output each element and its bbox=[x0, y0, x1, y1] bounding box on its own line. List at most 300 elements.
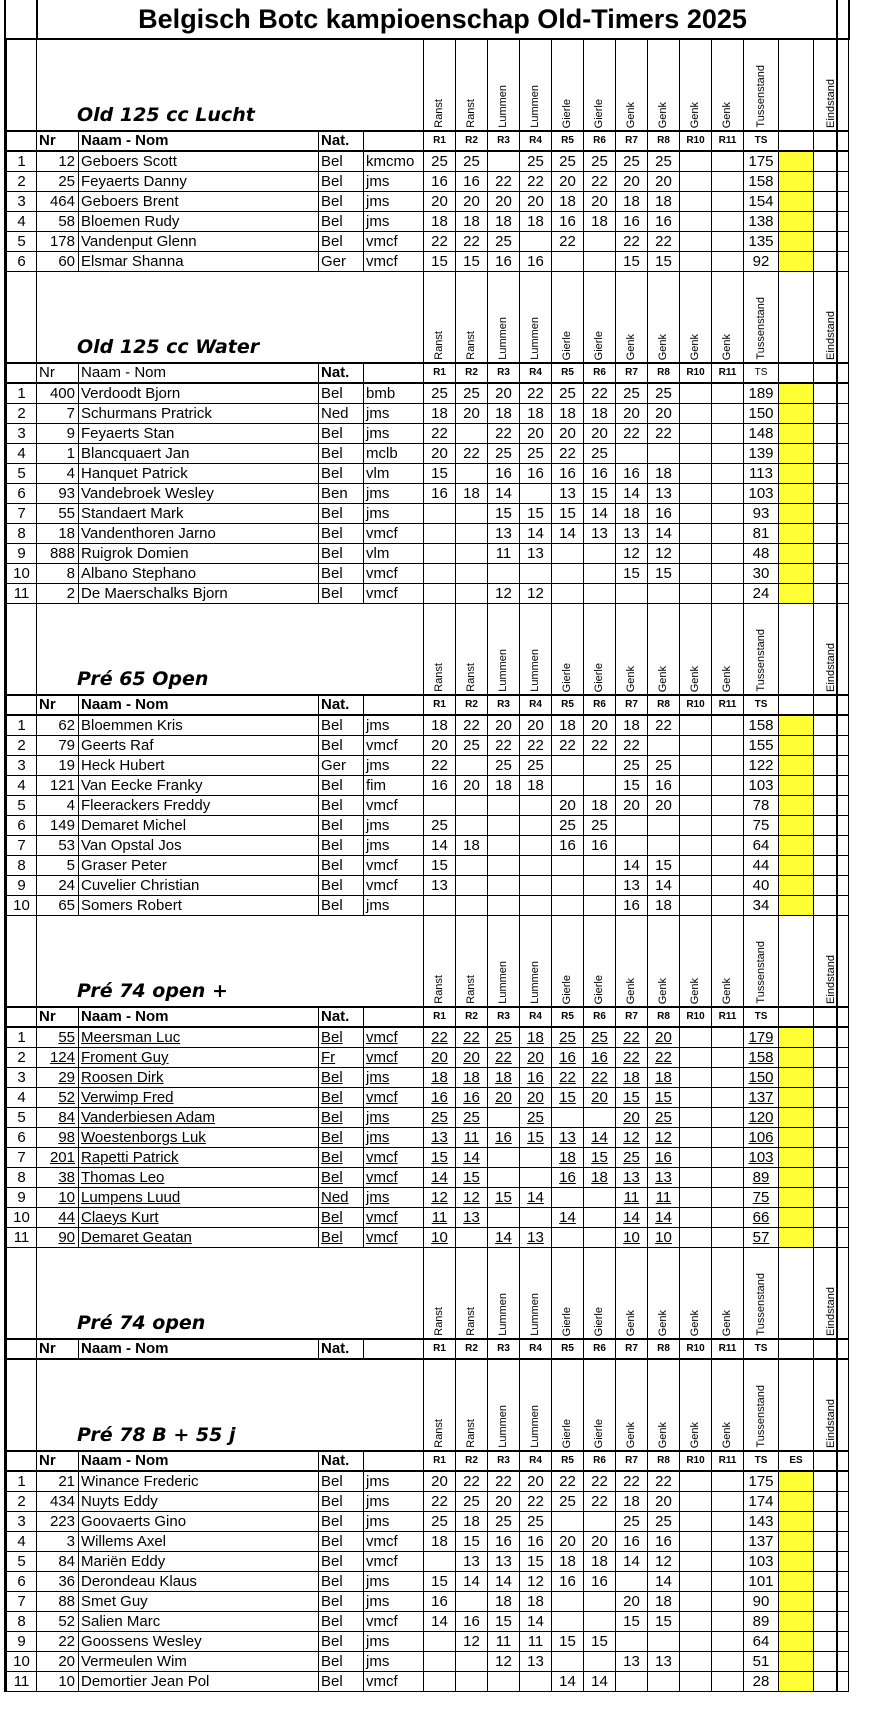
rider-name: Bloemen Rudy bbox=[81, 213, 180, 230]
nationality: Bel bbox=[321, 545, 343, 562]
score-cell bbox=[424, 1471, 456, 1492]
score-cell bbox=[584, 504, 616, 524]
score-cell bbox=[712, 1512, 744, 1532]
section-header-row bbox=[7, 1359, 849, 1451]
total-cell bbox=[744, 1652, 779, 1672]
club: jms bbox=[366, 485, 390, 502]
score-cell bbox=[680, 484, 712, 504]
score-cell bbox=[456, 404, 488, 424]
rider-number: 44 bbox=[58, 1209, 75, 1226]
score-cell bbox=[552, 212, 584, 232]
round-header: R2 bbox=[456, 1339, 488, 1359]
score-cell bbox=[456, 1148, 488, 1168]
rider-number-cell bbox=[37, 564, 79, 584]
score: 18 bbox=[623, 717, 640, 734]
score: 16 bbox=[655, 213, 672, 230]
rider-name-cell bbox=[79, 1168, 319, 1188]
score: 16 bbox=[527, 253, 544, 270]
score-cell bbox=[648, 1027, 680, 1048]
rider-number-cell bbox=[37, 504, 79, 524]
score-cell bbox=[680, 1048, 712, 1068]
round-venue-label: Lummen bbox=[529, 1293, 541, 1336]
round-venue-cell bbox=[712, 1359, 744, 1451]
position-cell: 1 bbox=[7, 1027, 37, 1048]
section-header-row bbox=[7, 916, 849, 1008]
score-cell bbox=[680, 896, 712, 916]
rider-number-cell bbox=[37, 856, 79, 876]
final-cell bbox=[814, 1512, 849, 1532]
score-cell bbox=[616, 736, 648, 756]
score-cell bbox=[648, 776, 680, 796]
rider-number-cell bbox=[37, 836, 79, 856]
club: kmcmo bbox=[366, 153, 415, 170]
score-cell bbox=[424, 876, 456, 896]
score-cell bbox=[648, 856, 680, 876]
score-cell bbox=[424, 232, 456, 252]
round-venue-cell bbox=[552, 916, 584, 1008]
ts-header: TS bbox=[744, 1007, 779, 1027]
rider-number: 9 bbox=[66, 425, 75, 442]
blank-header-cell bbox=[779, 604, 814, 696]
club: vlm bbox=[366, 545, 390, 562]
score: 22 bbox=[527, 1493, 544, 1510]
eindstand-label: Eindstand bbox=[824, 1287, 837, 1336]
score: 16 bbox=[559, 213, 576, 230]
section-title-cell bbox=[37, 604, 424, 696]
score-cell bbox=[616, 1048, 648, 1068]
rider-number-cell bbox=[37, 1168, 79, 1188]
score-cell bbox=[584, 816, 616, 836]
score-cell bbox=[584, 424, 616, 444]
score: 15 bbox=[623, 1089, 640, 1106]
score: 22 bbox=[527, 385, 544, 402]
highlight-cell bbox=[779, 1128, 814, 1148]
score-cell bbox=[712, 1027, 744, 1048]
round-venue-cell bbox=[712, 39, 744, 131]
score-cell bbox=[648, 1672, 680, 1692]
score: 10 bbox=[655, 1229, 672, 1246]
score: 16 bbox=[431, 173, 448, 190]
nationality: Bel bbox=[321, 465, 343, 482]
score-cell bbox=[584, 1228, 616, 1248]
club-cell bbox=[364, 1088, 424, 1108]
round-header: R1 bbox=[424, 131, 456, 151]
club: jms bbox=[366, 1513, 390, 1530]
tussenstand-label: Tussenstand bbox=[754, 941, 767, 1004]
score-cell bbox=[712, 836, 744, 856]
score-cell bbox=[648, 484, 680, 504]
score-cell bbox=[648, 756, 680, 776]
score: 18 bbox=[495, 1593, 512, 1610]
score: 11 bbox=[655, 1189, 672, 1206]
es-header bbox=[779, 695, 814, 715]
nationality-cell bbox=[319, 715, 364, 736]
score-cell bbox=[456, 776, 488, 796]
score-cell bbox=[648, 1572, 680, 1592]
rider-name-cell bbox=[79, 444, 319, 464]
rider-number-cell bbox=[37, 424, 79, 444]
total-cell bbox=[744, 172, 779, 192]
round-venue-cell bbox=[520, 39, 552, 131]
score-cell bbox=[520, 172, 552, 192]
score: 15 bbox=[559, 1089, 576, 1106]
club-cell bbox=[364, 1128, 424, 1148]
total-score: 175 bbox=[748, 153, 774, 170]
round-venue-label: Lummen bbox=[529, 85, 541, 128]
club-cell bbox=[364, 836, 424, 856]
score-cell bbox=[616, 444, 648, 464]
final-cell bbox=[814, 444, 849, 464]
score-cell bbox=[552, 1188, 584, 1208]
highlight-cell bbox=[779, 584, 814, 604]
score-cell bbox=[552, 252, 584, 272]
club-cell bbox=[364, 1632, 424, 1652]
score-cell bbox=[680, 1492, 712, 1512]
score-cell bbox=[584, 836, 616, 856]
total-cell bbox=[744, 1228, 779, 1248]
score-cell bbox=[488, 504, 520, 524]
standings-sheet bbox=[4, 0, 838, 1692]
score: 15 bbox=[655, 857, 672, 874]
score: 18 bbox=[463, 1069, 480, 1086]
score: 14 bbox=[623, 857, 640, 874]
score-cell bbox=[616, 172, 648, 192]
nationality-cell bbox=[319, 816, 364, 836]
score-cell bbox=[648, 252, 680, 272]
total-score: 150 bbox=[748, 405, 774, 422]
table-row bbox=[7, 1108, 849, 1128]
score-cell bbox=[616, 776, 648, 796]
score-cell bbox=[680, 404, 712, 424]
club-cell bbox=[364, 736, 424, 756]
score-cell bbox=[584, 172, 616, 192]
score-cell bbox=[424, 1068, 456, 1088]
rider-name-cell bbox=[79, 172, 319, 192]
score: 22 bbox=[495, 1473, 512, 1490]
ts-header: TS bbox=[744, 1339, 779, 1359]
rider-number: 52 bbox=[58, 1613, 75, 1630]
rider-name: Winance Frederic bbox=[81, 1473, 199, 1490]
score-cell bbox=[424, 1228, 456, 1248]
column-header-row bbox=[7, 695, 849, 715]
score: 20 bbox=[591, 1089, 608, 1106]
table-row bbox=[7, 232, 849, 252]
score-cell bbox=[488, 564, 520, 584]
section-header-row bbox=[7, 39, 849, 131]
score: 22 bbox=[431, 425, 448, 442]
rider-name: Willems Axel bbox=[81, 1533, 167, 1550]
table-row bbox=[7, 1148, 849, 1168]
highlight-cell bbox=[779, 1228, 814, 1248]
score-cell bbox=[584, 736, 616, 756]
club-cell bbox=[364, 1492, 424, 1512]
rider-number-cell bbox=[37, 1208, 79, 1228]
score-cell bbox=[680, 232, 712, 252]
score: 18 bbox=[463, 1513, 480, 1530]
score: 22 bbox=[559, 1069, 576, 1086]
section-title-corner bbox=[7, 916, 37, 1008]
eindstand-cell bbox=[814, 1248, 849, 1340]
score-cell bbox=[488, 876, 520, 896]
score-cell bbox=[456, 1592, 488, 1612]
final-cell bbox=[814, 776, 849, 796]
club: vmcf bbox=[366, 565, 398, 582]
round-venue-cell bbox=[680, 1359, 712, 1451]
score-cell bbox=[712, 1068, 744, 1088]
score-cell bbox=[520, 715, 552, 736]
score-cell bbox=[488, 1612, 520, 1632]
final-cell bbox=[814, 1208, 849, 1228]
rider-number: 2 bbox=[66, 585, 75, 602]
total-score: 81 bbox=[752, 525, 770, 542]
table-row bbox=[7, 1572, 849, 1592]
score: 15 bbox=[431, 1573, 448, 1590]
round-header: R2 bbox=[456, 695, 488, 715]
score: 22 bbox=[495, 1049, 512, 1066]
score-cell bbox=[552, 1492, 584, 1512]
rider-number-cell bbox=[37, 816, 79, 836]
total-cell bbox=[744, 1188, 779, 1208]
score-cell bbox=[584, 192, 616, 212]
score: 18 bbox=[527, 1593, 544, 1610]
score: 25 bbox=[463, 153, 480, 170]
total-score: 174 bbox=[748, 1493, 774, 1510]
score: 25 bbox=[495, 445, 512, 462]
standings-table bbox=[6, 0, 850, 1692]
section-title-corner bbox=[7, 1248, 37, 1340]
score: 16 bbox=[559, 1049, 576, 1066]
position-cell: 2 bbox=[7, 404, 37, 424]
nationality: Bel bbox=[321, 1473, 343, 1490]
table-row bbox=[7, 1512, 849, 1532]
club: jms bbox=[366, 1633, 390, 1650]
score-cell bbox=[616, 464, 648, 484]
round-header: R4 bbox=[520, 695, 552, 715]
score-cell bbox=[424, 756, 456, 776]
score-cell bbox=[488, 796, 520, 816]
eindstand-header bbox=[814, 1339, 849, 1359]
ts-header: TS bbox=[744, 131, 779, 151]
score-cell bbox=[712, 1208, 744, 1228]
score: 25 bbox=[623, 1513, 640, 1530]
score: 25 bbox=[495, 233, 512, 250]
rider-number: 400 bbox=[49, 385, 75, 402]
score: 22 bbox=[431, 1493, 448, 1510]
score: 25 bbox=[591, 153, 608, 170]
table-row bbox=[7, 1672, 849, 1692]
score-cell bbox=[520, 1048, 552, 1068]
score-cell bbox=[712, 424, 744, 444]
table-row bbox=[7, 1532, 849, 1552]
score: 25 bbox=[527, 1109, 544, 1126]
score: 15 bbox=[655, 253, 672, 270]
score-cell bbox=[520, 1492, 552, 1512]
nationality-cell bbox=[319, 1532, 364, 1552]
total-score: 51 bbox=[752, 1653, 770, 1670]
score: 25 bbox=[655, 1109, 672, 1126]
rider-number: 178 bbox=[49, 233, 75, 250]
score: 18 bbox=[431, 1069, 448, 1086]
nat-header: Nat. bbox=[319, 1451, 364, 1471]
rider-name: Bloemmen Kris bbox=[81, 717, 183, 734]
highlight-cell bbox=[779, 151, 814, 172]
score: 15 bbox=[463, 1169, 480, 1186]
nationality: Bel bbox=[321, 1149, 343, 1166]
rider-number: 1 bbox=[66, 445, 75, 462]
score: 16 bbox=[495, 1129, 512, 1146]
score-cell bbox=[712, 715, 744, 736]
total-cell bbox=[744, 1208, 779, 1228]
rider-number: 84 bbox=[58, 1553, 75, 1570]
score-cell bbox=[712, 1148, 744, 1168]
round-venue-label: Lummen bbox=[497, 1293, 509, 1336]
score: 20 bbox=[431, 445, 448, 462]
score-cell bbox=[424, 1512, 456, 1532]
round-venue-cell bbox=[456, 1248, 488, 1340]
total-score: 24 bbox=[752, 585, 770, 602]
score: 22 bbox=[591, 1069, 608, 1086]
score: 22 bbox=[623, 425, 640, 442]
score: 18 bbox=[495, 213, 512, 230]
score-cell bbox=[616, 544, 648, 564]
rider-name-cell bbox=[79, 1612, 319, 1632]
score-cell bbox=[424, 424, 456, 444]
page-title: Belgisch Botc kampioenschap Old-Timers 2025 bbox=[37, 0, 849, 39]
score-cell bbox=[552, 564, 584, 584]
rider-number-cell bbox=[37, 252, 79, 272]
score: 25 bbox=[623, 153, 640, 170]
score: 16 bbox=[655, 777, 672, 794]
score: 20 bbox=[527, 717, 544, 734]
score-cell bbox=[520, 252, 552, 272]
final-cell bbox=[814, 796, 849, 816]
nationality: Bel bbox=[321, 213, 343, 230]
round-venue-cell bbox=[488, 1248, 520, 1340]
score: 18 bbox=[431, 213, 448, 230]
round-header: R2 bbox=[456, 1451, 488, 1471]
score-cell bbox=[584, 756, 616, 776]
score-cell bbox=[712, 212, 744, 232]
rider-name-cell bbox=[79, 836, 319, 856]
club: vmcf bbox=[366, 1673, 398, 1690]
rider-number: 8 bbox=[66, 565, 75, 582]
total-cell bbox=[744, 1572, 779, 1592]
final-cell bbox=[814, 424, 849, 444]
rider-number-cell bbox=[37, 584, 79, 604]
highlight-cell bbox=[779, 1068, 814, 1088]
tussenstand-cell bbox=[744, 272, 779, 364]
score-cell bbox=[680, 776, 712, 796]
rider-name-cell bbox=[79, 424, 319, 444]
nationality: Bel bbox=[321, 877, 343, 894]
final-cell bbox=[814, 1592, 849, 1612]
score: 18 bbox=[527, 1029, 544, 1046]
rider-name: Hanquet Patrick bbox=[81, 465, 188, 482]
club: jms bbox=[366, 1653, 390, 1670]
total-score: 28 bbox=[752, 1673, 770, 1690]
score-cell bbox=[424, 1088, 456, 1108]
score-cell bbox=[552, 192, 584, 212]
score: 20 bbox=[527, 1089, 544, 1106]
nationality: Bel bbox=[321, 1169, 343, 1186]
score-cell bbox=[424, 564, 456, 584]
total-score: 175 bbox=[748, 1473, 774, 1490]
total-score: 120 bbox=[748, 1109, 774, 1126]
round-header: R11 bbox=[712, 695, 744, 715]
rider-number: 53 bbox=[58, 837, 75, 854]
position-cell: 2 bbox=[7, 736, 37, 756]
score-cell bbox=[456, 1068, 488, 1088]
score: 18 bbox=[463, 213, 480, 230]
nationality: Bel bbox=[321, 1553, 343, 1570]
final-cell bbox=[814, 212, 849, 232]
score-cell bbox=[520, 1572, 552, 1592]
score-cell bbox=[520, 564, 552, 584]
round-header: R7 bbox=[616, 363, 648, 383]
score-cell bbox=[456, 856, 488, 876]
total-score: 90 bbox=[752, 1593, 770, 1610]
score-cell bbox=[680, 736, 712, 756]
score: 16 bbox=[655, 505, 672, 522]
total-cell bbox=[744, 212, 779, 232]
score: 12 bbox=[655, 1129, 672, 1146]
round-header: R5 bbox=[552, 363, 584, 383]
score: 13 bbox=[623, 1653, 640, 1670]
score-cell bbox=[488, 1088, 520, 1108]
nationality-cell bbox=[319, 1652, 364, 1672]
score-cell bbox=[424, 1532, 456, 1552]
rider-name-cell bbox=[79, 896, 319, 916]
total-cell bbox=[744, 1068, 779, 1088]
round-venue-label: Gierle bbox=[561, 974, 573, 1004]
eindstand-label: Eindstand bbox=[824, 643, 837, 692]
total-cell bbox=[744, 856, 779, 876]
score: 15 bbox=[495, 1613, 512, 1630]
final-cell bbox=[814, 1068, 849, 1088]
rider-name-cell bbox=[79, 1512, 319, 1532]
rider-name-cell bbox=[79, 1552, 319, 1572]
round-header: R1 bbox=[424, 1339, 456, 1359]
score-cell bbox=[648, 1108, 680, 1128]
score-cell bbox=[680, 504, 712, 524]
score-cell bbox=[456, 1228, 488, 1248]
round-venue-label: Lummen bbox=[497, 649, 509, 692]
rider-number: 3 bbox=[66, 1533, 75, 1550]
score: 22 bbox=[559, 445, 576, 462]
score-cell bbox=[712, 232, 744, 252]
score-cell bbox=[680, 836, 712, 856]
club: jms bbox=[366, 1109, 390, 1126]
total-score: 89 bbox=[752, 1169, 770, 1186]
score-cell bbox=[648, 1632, 680, 1652]
score-cell bbox=[456, 192, 488, 212]
score-cell bbox=[424, 1188, 456, 1208]
club-cell bbox=[364, 504, 424, 524]
total-cell bbox=[744, 1552, 779, 1572]
score-cell bbox=[424, 504, 456, 524]
score-cell bbox=[552, 584, 584, 604]
score-cell bbox=[584, 1188, 616, 1208]
score-cell bbox=[424, 736, 456, 756]
score-cell bbox=[456, 151, 488, 172]
score-cell bbox=[520, 1552, 552, 1572]
rider-number: 52 bbox=[58, 1089, 75, 1106]
nationality-cell bbox=[319, 444, 364, 464]
rider-name-cell bbox=[79, 1652, 319, 1672]
score-cell bbox=[424, 1168, 456, 1188]
club-cell bbox=[364, 424, 424, 444]
score-cell bbox=[552, 484, 584, 504]
